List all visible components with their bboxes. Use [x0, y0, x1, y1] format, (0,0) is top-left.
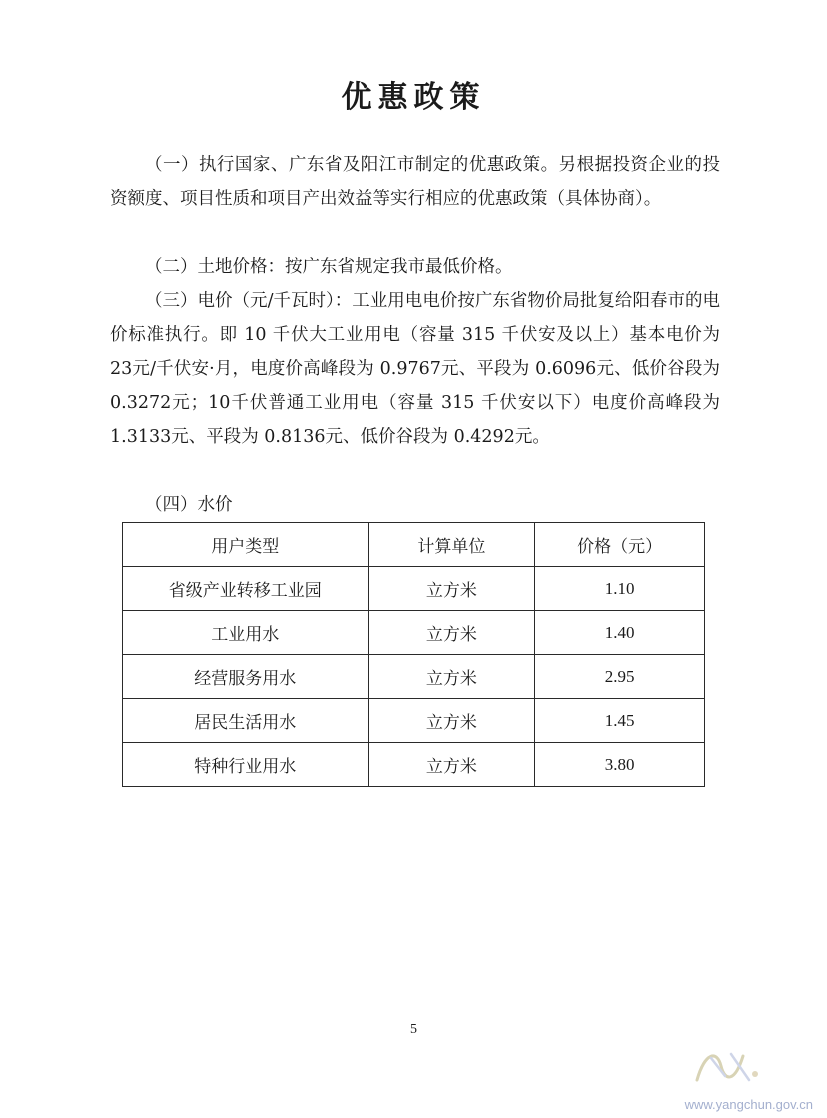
cell-price: 1.45 [535, 699, 705, 743]
cell-unit: 立方米 [368, 611, 535, 655]
cell-user-type: 工业用水 [123, 611, 369, 655]
cell-price: 3.80 [535, 743, 705, 787]
table-row [123, 743, 705, 787]
table-row [123, 699, 705, 743]
header-user-type: 用户类型 [123, 523, 369, 567]
header-price: 价格（元） [535, 523, 705, 567]
header-unit: 计算单位 [368, 523, 535, 567]
policy-paragraph-4: （四）水价 [145, 495, 233, 515]
water-price-table [122, 522, 705, 787]
cell-user-type: 居民生活用水 [123, 699, 369, 743]
table-row [123, 567, 705, 611]
cell-price: 2.95 [535, 655, 705, 699]
cell-price: 1.10 [535, 567, 705, 611]
table-header-row [123, 523, 705, 567]
page-number: 5 [410, 1022, 417, 1037]
yangchun-logo-icon [691, 1046, 763, 1088]
policy-paragraph-3: （三）电价（元/千瓦时）：工业用电电价按广东省物价局批复给阳春市的电价标准执行。即 10 千伏大工业用电（容量 315 千伏安及以上）基本电价为 23元/千伏安·月，电度价高峰段为 0.9767元、平段为 0.6096元、低价谷段为 0.3272元；10千伏普通工业用电（容量 315 千伏安以下）电度价高峰段为 1.3133元、平段为 0.8136元、低价谷段为 0.4292元。 [110, 291, 720, 447]
cell-unit: 立方米 [368, 567, 535, 611]
watermark-url: www.yangchun.gov.cn [684, 1097, 813, 1112]
cell-unit: 立方米 [368, 699, 535, 743]
policy-paragraph-2: （二）土地价格：按广东省规定我市最低价格。 [145, 257, 513, 277]
cell-price: 1.40 [535, 611, 705, 655]
cell-unit: 立方米 [368, 743, 535, 787]
table-row [123, 611, 705, 655]
site-watermark [663, 1046, 813, 1112]
cell-user-type: 省级产业转移工业园 [123, 567, 369, 611]
table-row [123, 655, 705, 699]
cell-user-type: 特种行业用水 [123, 743, 369, 787]
cell-unit: 立方米 [368, 655, 535, 699]
cell-user-type: 经营服务用水 [123, 655, 369, 699]
page-title: 优惠政策 [341, 80, 486, 115]
policy-paragraph-1: （一）执行国家、广东省及阳江市制定的优惠政策。另根据投资企业的投资额度、项目性质和项目产出效益等实行相应的优惠政策（具体协商）。 [110, 155, 720, 209]
